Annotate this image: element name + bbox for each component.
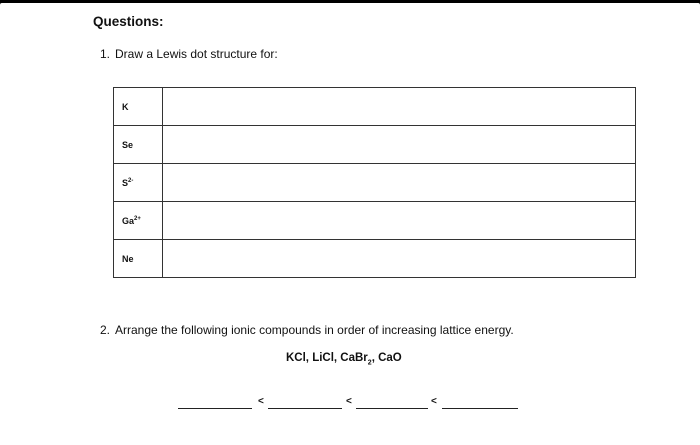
question-2-prompt: [100, 323, 514, 337]
less-than-symbol: <: [258, 396, 264, 407]
worksheet-page: [0, 3, 700, 445]
compound-list: [286, 352, 402, 366]
ion-label: [114, 164, 163, 202]
ion-symbol: Ne: [122, 253, 134, 264]
ion-symbol: Se: [122, 139, 134, 150]
table-row: [114, 88, 636, 126]
compound-list-part1: KCl, LiCl, CaBr: [286, 352, 368, 364]
questions-heading: Questions:: [93, 14, 164, 29]
table-row: [114, 126, 636, 164]
ion-label: [114, 202, 163, 240]
less-than-symbol: <: [346, 396, 352, 407]
compound-subscript: 2: [367, 359, 372, 367]
compound-list-part2: , CaO: [371, 352, 402, 364]
ion-label: [114, 88, 163, 126]
table-row: [114, 164, 636, 202]
ion-label: [114, 126, 163, 164]
question-1-number: 1.: [100, 47, 111, 61]
question-2-text: Arrange the following ionic compounds in order of increasing lattice energy.: [115, 323, 514, 337]
answer-cell[interactable]: [163, 126, 636, 164]
answer-blank-4[interactable]: [442, 408, 518, 409]
less-than-symbol: <: [431, 396, 437, 407]
answer-blank-2[interactable]: [268, 408, 342, 409]
answer-cell[interactable]: [163, 88, 636, 126]
lewis-structure-table: [113, 87, 636, 278]
question-1-text: Draw a Lewis dot structure for:: [115, 47, 278, 61]
question-1-prompt: [100, 47, 278, 61]
answer-cell[interactable]: [163, 202, 636, 240]
question-2-number: 2.: [100, 323, 111, 337]
answer-blank-1[interactable]: [178, 408, 252, 409]
ion-symbol: S: [122, 177, 129, 188]
ion-symbol: Ga: [122, 215, 135, 226]
ion-symbol: K: [122, 101, 129, 112]
ion-charge: 2+: [134, 215, 141, 222]
table-row: [114, 202, 636, 240]
answer-cell[interactable]: [163, 164, 636, 202]
table-row: [114, 240, 636, 278]
answer-blank-3[interactable]: [356, 408, 428, 409]
answer-cell[interactable]: [163, 240, 636, 278]
ordering-answer-row: [178, 397, 523, 411]
ion-charge: 2-: [128, 177, 134, 184]
ion-label: [114, 240, 163, 278]
